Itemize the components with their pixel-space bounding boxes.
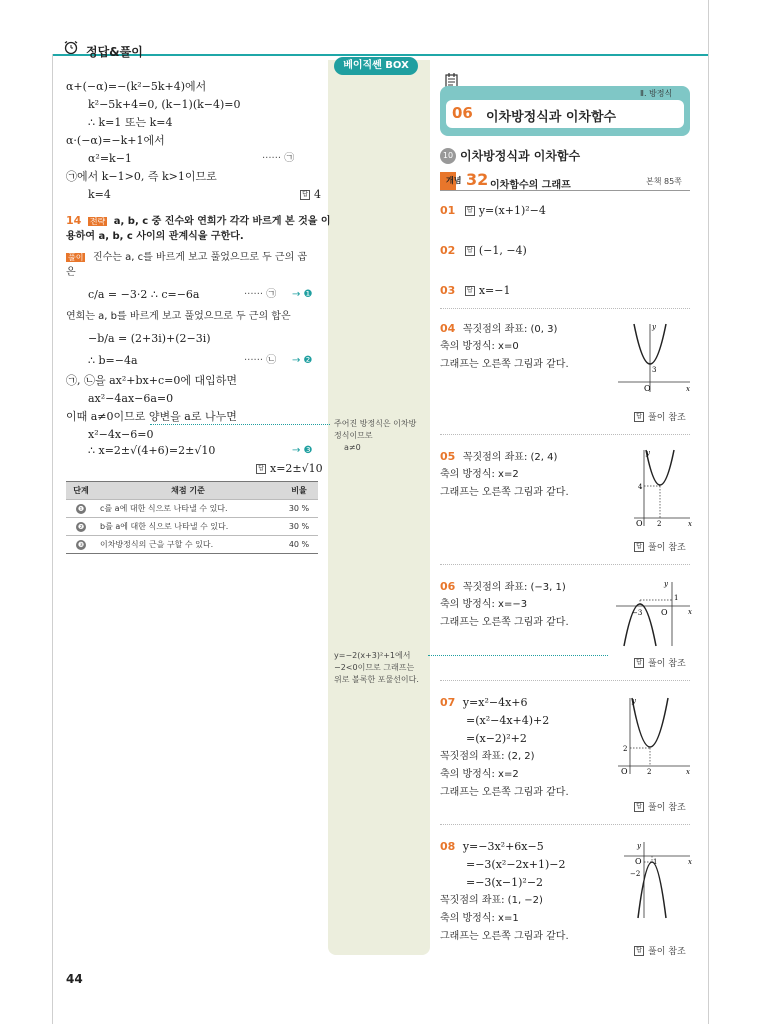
col-header-criterion: 채점 기준 bbox=[96, 482, 280, 500]
solution-tag: 풀이 bbox=[68, 253, 84, 262]
col-header-step: 단계 bbox=[66, 482, 96, 500]
see-solution: 답 풀이 참조 bbox=[634, 410, 686, 425]
concept-number: 32 bbox=[466, 170, 489, 189]
separator bbox=[440, 824, 690, 825]
tick-label: 4 bbox=[638, 483, 643, 491]
equation-mark: ······ ㉡ bbox=[244, 355, 277, 366]
table-row bbox=[66, 518, 318, 536]
col-header-ratio: 비율 bbox=[280, 482, 318, 500]
axis-x-label: x bbox=[688, 520, 692, 528]
tick-label: 2 bbox=[623, 745, 628, 753]
q04-line: 04 꼭짓점의 좌표: (0, 3) bbox=[440, 322, 558, 335]
graph-05 bbox=[630, 446, 694, 530]
page-number: 44 bbox=[66, 972, 83, 986]
separator bbox=[440, 680, 690, 681]
table-cell: 40 % bbox=[280, 536, 318, 554]
answer-mark: 답 bbox=[300, 190, 310, 200]
note-leader-line bbox=[150, 424, 330, 425]
axis-x-label: x bbox=[688, 858, 692, 866]
equation: c/a = −3·2 ∴ c=−6a bbox=[88, 288, 200, 301]
q06-line: 축의 방정식: x=−3 bbox=[440, 599, 528, 610]
answer-mark: 답 bbox=[465, 206, 475, 216]
tick-label: 2 bbox=[657, 520, 662, 528]
answer-13: 답 4 bbox=[300, 188, 321, 202]
axis-y-label: y bbox=[632, 697, 636, 705]
axis-x-label: x bbox=[688, 608, 692, 616]
q07-line: 꼭짓점의 좌표: (2, 2) bbox=[440, 751, 535, 762]
answer-mark: 답 bbox=[634, 802, 644, 812]
q08-line: =−3(x−1)²−2 bbox=[466, 876, 544, 889]
q04-line: 축의 방정식: x=0 bbox=[440, 341, 519, 352]
separator bbox=[440, 434, 690, 435]
step-marker: → ❸ bbox=[292, 445, 313, 456]
axis-y-label: y bbox=[637, 842, 641, 850]
answer-mark: 답 bbox=[256, 464, 266, 474]
q07-line: =(x²−4x+4)+2 bbox=[466, 714, 550, 727]
answer-02: 02 답 (−1, −4) bbox=[440, 244, 527, 257]
table-cell: 30 % bbox=[280, 500, 318, 518]
step-marker: → ❶ bbox=[292, 289, 313, 300]
q05-line: 축의 방정식: x=2 bbox=[440, 469, 519, 480]
q07-line: 07 y=x²−4x+6 bbox=[440, 696, 528, 709]
equation: ax²−4ax−6a=0 bbox=[88, 392, 174, 405]
table-cell: c를 a에 대한 식으로 나타낼 수 있다. bbox=[96, 500, 280, 518]
tick-label: −3 bbox=[632, 609, 643, 617]
q14-number: 14 bbox=[66, 214, 82, 227]
table-cell: 30 % bbox=[280, 518, 318, 536]
q07-line: =(x−2)²+2 bbox=[466, 732, 527, 745]
tick-label: 1 bbox=[653, 858, 658, 866]
table-row bbox=[66, 500, 318, 518]
equation: −b/a = (2+3i)+(2−3i) bbox=[88, 332, 211, 345]
q07-line: 그래프는 오른쪽 그림과 같다. bbox=[440, 787, 569, 798]
chapter-number: 06 bbox=[452, 104, 473, 122]
answer-14: 답 x=2±√10 bbox=[256, 462, 323, 476]
answer-mark: 답 bbox=[465, 246, 475, 256]
see-solution: 답 풀이 참조 bbox=[634, 656, 686, 671]
origin-label: O bbox=[661, 608, 668, 617]
equation-mark: ······ ㉠ bbox=[244, 289, 277, 300]
text-line: k²−5k+4=0, (k−1)(k−4)=0 bbox=[88, 98, 241, 111]
q04-line: 그래프는 오른쪽 그림과 같다. bbox=[440, 359, 569, 370]
text-line: α²=k−1 bbox=[88, 152, 132, 165]
step-badge: ❸ bbox=[77, 540, 85, 549]
tick-label: −2 bbox=[630, 870, 641, 878]
q08-line: 축의 방정식: x=1 bbox=[440, 913, 519, 924]
q14-line-2: 용하여 a, b, c 사이의 관계식을 구한다. bbox=[66, 231, 244, 242]
q14-line-1: 14 전략 a, b, c 중 진수와 연희가 각각 바르게 본 것을 이 bbox=[66, 214, 331, 227]
text-line: α·(−α)=−k+1에서 bbox=[66, 134, 165, 147]
origin-label: O bbox=[636, 519, 643, 528]
answer-mark: 답 bbox=[634, 946, 644, 956]
answer-01: 01 답 y=(x+1)²−4 bbox=[440, 204, 546, 217]
basic-box-tag: 베이직쎈 BOX bbox=[334, 57, 418, 75]
axis-y-label: y bbox=[652, 323, 656, 331]
alarm-clock-icon bbox=[62, 40, 80, 54]
right-margin-line bbox=[708, 0, 709, 1024]
tick-label: 2 bbox=[647, 768, 652, 776]
separator bbox=[440, 564, 690, 565]
equation: x²−4x−6=0 bbox=[88, 428, 154, 441]
graph-07 bbox=[616, 694, 694, 776]
axis-x-label: x bbox=[686, 385, 690, 393]
step-badge: ❷ bbox=[77, 522, 85, 531]
q08-line: 꼭짓점의 좌표: (1, −2) bbox=[440, 895, 543, 906]
equation: ∴ b=−4a bbox=[88, 354, 138, 367]
solution-line: 은 bbox=[66, 267, 76, 278]
origin-label: O bbox=[621, 767, 628, 776]
concept-label: 개념 bbox=[446, 176, 462, 185]
q05-line: 그래프는 오른쪽 그림과 같다. bbox=[440, 487, 569, 498]
table-cell: b를 a에 대한 식으로 나타낼 수 있다. bbox=[96, 518, 280, 536]
tick-label: 3 bbox=[652, 366, 657, 374]
q06-line: 06 꼭짓점의 좌표: (−3, 1) bbox=[440, 580, 566, 593]
solution-line: 이때 a≠0이므로 양변을 a로 나누면 bbox=[66, 410, 237, 423]
answer-mark: 답 bbox=[634, 542, 644, 552]
axis-x-label: x bbox=[686, 768, 690, 776]
answer-mark: 답 bbox=[634, 658, 644, 668]
graph-04 bbox=[614, 320, 694, 396]
origin-label: O bbox=[644, 384, 651, 393]
concept-page-ref: 본책 85쪽 bbox=[646, 177, 682, 186]
graph-06 bbox=[614, 578, 694, 648]
axis-y-label: y bbox=[664, 580, 668, 588]
text-line: ㉠에서 k−1>0, 즉 k>1이므로 bbox=[66, 170, 217, 183]
table-cell: 이차방정식의 근을 구할 수 있다. bbox=[96, 536, 280, 554]
basic-box-column bbox=[328, 60, 430, 955]
axis-y-label: y bbox=[646, 449, 650, 457]
tick-label: 1 bbox=[674, 594, 679, 602]
q08-line: 그래프는 오른쪽 그림과 같다. bbox=[440, 931, 569, 942]
note-leader-line bbox=[428, 655, 608, 656]
side-note-2: y=−2(x+3)²+1에서 −2<0이므로 그래프는 위로 볼록한 포물선이다. bbox=[334, 651, 419, 684]
part-label: Ⅱ. 방정식 bbox=[640, 89, 673, 98]
solution-line: ㉠, ㉡을 ax²+bx+c=0에 대입하면 bbox=[66, 374, 237, 387]
q08-line: 08 y=−3x²+6x−5 bbox=[440, 840, 544, 853]
answer-03: 03 답 x=−1 bbox=[440, 284, 511, 297]
chapter-title: 이차방정식과 이차함수 bbox=[486, 110, 617, 125]
concept-title: 이차함수의 그래프 bbox=[490, 180, 571, 191]
scoring-table bbox=[66, 481, 318, 554]
section-title: 이차방정식과 이차함수 bbox=[460, 149, 581, 163]
origin-label: O bbox=[635, 857, 642, 866]
see-solution: 답 풀이 참조 bbox=[634, 944, 686, 959]
text-line: α+(−α)=−(k²−5k+4)에서 bbox=[66, 80, 207, 93]
q07-line: 축의 방정식: x=2 bbox=[440, 769, 519, 780]
equation-mark: ······ ㉠ bbox=[262, 153, 295, 164]
text-line: k=4 bbox=[88, 188, 111, 201]
equation: ∴ x=2±√(4+6)=2±√10 bbox=[88, 444, 216, 457]
step-marker: → ❷ bbox=[292, 355, 313, 366]
side-note-1: 주어진 방정식은 이차방 정식이므로 a≠0 bbox=[334, 419, 417, 452]
solution-line: 연희는 a, b를 바르게 보고 풀었으므로 두 근의 합은 bbox=[66, 311, 291, 322]
header-title: 정답&풀이 bbox=[86, 45, 143, 59]
solution-line: 풀이 진수는 a, c를 바르게 보고 풀었으므로 두 근의 곱 bbox=[68, 252, 308, 263]
answer-mark: 답 bbox=[465, 286, 475, 296]
text-line: ∴ k=1 또는 k=4 bbox=[88, 116, 173, 129]
q08-line: =−3(x²−2x+1)−2 bbox=[466, 858, 566, 871]
q05-line: 05 꼭짓점의 좌표: (2, 4) bbox=[440, 450, 558, 463]
answer-mark: 답 bbox=[634, 412, 644, 422]
separator bbox=[440, 308, 690, 309]
see-solution: 답 풀이 참조 bbox=[634, 540, 686, 555]
graph-08 bbox=[622, 840, 694, 920]
section-badge: 10 bbox=[440, 148, 456, 164]
header-rule bbox=[52, 54, 708, 56]
q06-line: 그래프는 오른쪽 그림과 같다. bbox=[440, 617, 569, 628]
strategy-tag: 전략 bbox=[89, 217, 106, 226]
see-solution: 답 풀이 참조 bbox=[634, 800, 686, 815]
step-badge: ❶ bbox=[77, 504, 85, 513]
table-row bbox=[66, 536, 318, 554]
left-margin-line bbox=[52, 54, 53, 1024]
